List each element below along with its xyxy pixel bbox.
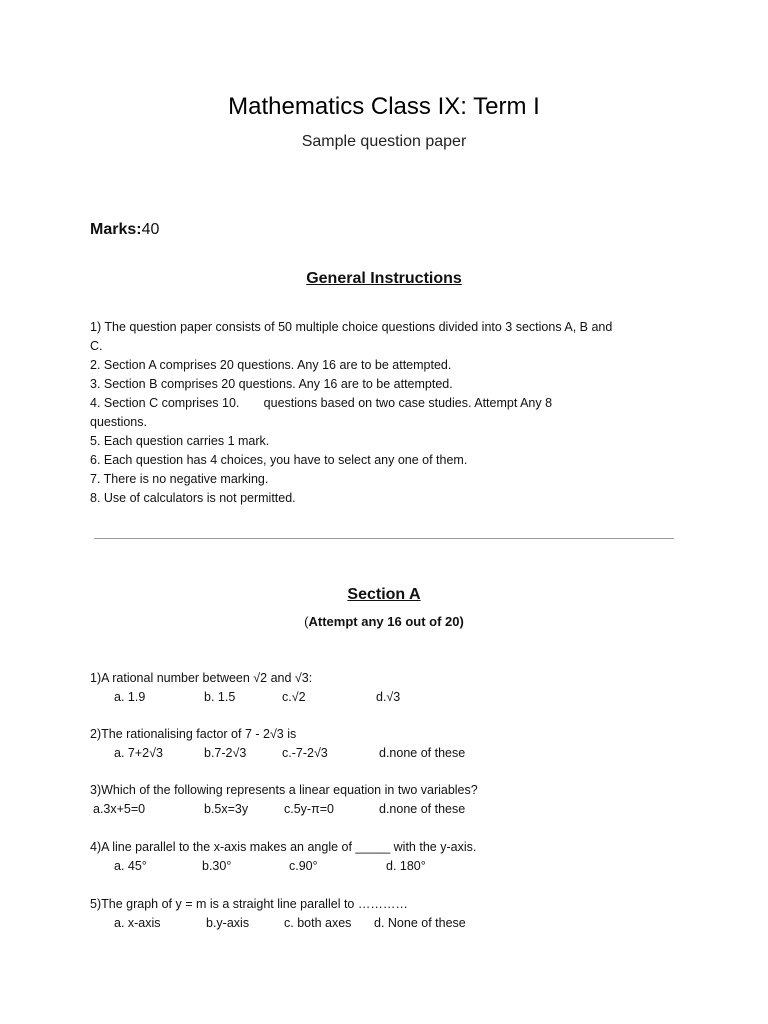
option-d: d.none of these xyxy=(379,802,466,816)
instruction-line: 3. Section B comprises 20 questions. Any 16 are to be attempted. xyxy=(90,377,453,391)
option-d: d. None of these xyxy=(374,916,466,930)
marks-label: Marks: xyxy=(90,221,142,238)
option-b: b.30° xyxy=(202,859,232,873)
marks-value: 40 xyxy=(141,221,160,238)
section-note-open: ( xyxy=(304,614,309,629)
option-c: c.-7-2√3 xyxy=(282,746,328,760)
page-subtitle: Sample question paper xyxy=(301,133,467,150)
option-b: b.y-axis xyxy=(206,916,250,930)
option-d: d.√3 xyxy=(376,690,401,704)
marks-line xyxy=(90,221,159,239)
question-2: 2)The rationalising factor of 7 - 2√3 is xyxy=(90,727,297,741)
option-a: a.3x+5=0 xyxy=(93,802,146,816)
instruction-line: 6. Each question has 4 choices, you have to select any one of them. xyxy=(90,453,468,467)
instruction-line: 8. Use of calculators is not permitted. xyxy=(90,491,296,505)
instruction-line: questions. xyxy=(90,415,147,429)
section-divider xyxy=(94,538,674,539)
option-a: a. 1.9 xyxy=(114,690,146,704)
question-5: 5)The graph of y = m is a straight line parallel to ………… xyxy=(90,897,408,911)
instruction-line: 2. Section A comprises 20 questions. Any 16 are to be attempted. xyxy=(90,358,452,372)
option-b: b.7-2√3 xyxy=(204,746,247,760)
instruction-line: 1) The question paper consists of 50 multiple choice questions divided into 3 sections A, B and xyxy=(90,320,613,334)
option-a: a. 7+2√3 xyxy=(114,746,163,760)
option-a: a. 45° xyxy=(114,859,147,873)
option-c: c.90° xyxy=(289,859,318,873)
option-b: b. 1.5 xyxy=(204,690,236,704)
instruction-line: 5. Each question carries 1 mark. xyxy=(90,434,270,448)
option-d: d. 180° xyxy=(386,859,426,873)
option-c: c.√2 xyxy=(282,690,306,704)
instruction-line: C. xyxy=(90,339,103,353)
section-note-text: Attempt any 16 out of 20) xyxy=(308,614,464,629)
instructions-heading: General Instructions xyxy=(306,270,462,287)
section-heading: Section A xyxy=(347,586,421,603)
instruction-line: 7. There is no negative marking. xyxy=(90,472,269,486)
option-a: a. x-axis xyxy=(114,916,161,930)
instructions-list xyxy=(90,318,680,508)
option-d: d.none of these xyxy=(379,746,466,760)
option-b: b.5x=3y xyxy=(204,802,249,816)
option-c: c.5y-π=0 xyxy=(284,802,334,816)
option-c: c. both axes xyxy=(284,916,352,930)
instruction-line: 4. Section C comprises 10. questions based on two case studies. Attempt Any 8 xyxy=(90,396,553,410)
section-note xyxy=(0,614,768,629)
question-4: 4)A line parallel to the x-axis makes an angle of _____ with the y-axis. xyxy=(90,840,477,854)
question-1: 1)A rational number between √2 and √3: xyxy=(90,671,313,685)
question-3: 3)Which of the following represents a linear equation in two variables? xyxy=(90,783,478,797)
page-title: Mathematics Class IX: Term I xyxy=(228,93,540,120)
